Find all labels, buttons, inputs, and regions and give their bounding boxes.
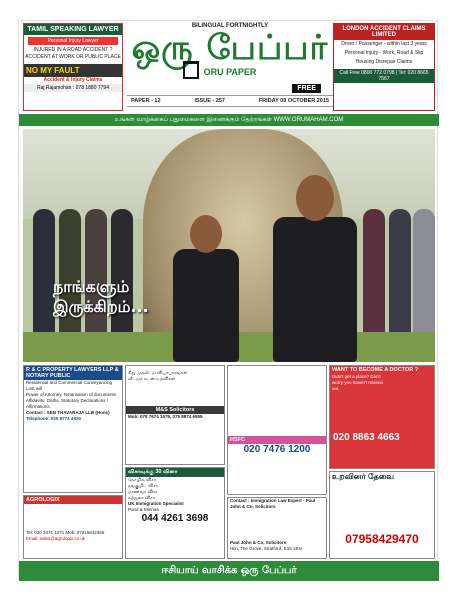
hero-caption-line: இருக்கிறம்... (53, 297, 149, 316)
ms-mob: Mob: 078 7674 1575, 075 8874 6559 (128, 414, 203, 419)
rc-service: Power of Attorney, Notarisation of documents (26, 392, 116, 397)
relatives-wanted-ad (329, 471, 435, 559)
visa-item: மாணவர் விசா (128, 489, 158, 494)
ms-firm: M&S Solicitors (126, 406, 224, 414)
visa-title: விசாவுக்கு 30 வினா (126, 468, 224, 477)
tagline-strip: உங்கள் வாழ்க்கைப் புதுமைகளை இணைக்கும் தேற்றங்கள் WWW.ORUMAHAM.COM (19, 114, 439, 126)
paul-john-ad (227, 497, 327, 559)
hero-photo (23, 129, 435, 362)
doctor-title: WANT TO BECOME A DOCTOR ? (332, 367, 419, 373)
relatives-title: உறவினர் தேவை (332, 472, 395, 481)
claims-ad-title: LONDON ACCIDENT CLAIMS LIMITED (334, 24, 434, 40)
lawyer-ad-title: TAMIL SPEAKING LAWYER (24, 24, 122, 35)
boy-right-head (296, 175, 334, 221)
hero-caption (53, 277, 149, 317)
agrologix-name: AGROLOGIX (24, 496, 122, 504)
paper-number: PAPER - 12 (131, 98, 161, 104)
title-english: ORU PAPER (203, 67, 257, 77)
claims-ad-line: Driver / Passenger - within last 3 years (341, 41, 427, 47)
lawyer-ad-banner-sub: Accident & Injury Claims (43, 77, 103, 83)
rc-service: Residential and Commercial Conveyancing (26, 380, 113, 385)
agrologix-email: Email: sales@agrologix.co.uk (26, 536, 86, 541)
newspaper-brand (127, 23, 333, 93)
lawyer-ad-subtitle: Personal Injury Lawyer (28, 37, 118, 45)
boy-left-body (173, 249, 239, 362)
claims-ad-contact: Call Free 0800 772 0798 | Tel: 020 8665 7567 (334, 69, 434, 83)
lawyer-ad-line: ACCIDENT AT WORK OR PUBLIC PLACE (25, 54, 121, 60)
boy-left-head (190, 215, 222, 253)
ms-line: சிறு முதலீட்டு வியாபாரங்கள் (128, 370, 188, 375)
lawyer-ad-banner: NO MY FAULT (24, 64, 122, 77)
footer-slogan: ஈசியாய் வாசிக்க ஒரு பேப்பர் (19, 561, 439, 581)
agrologix-tel: Tel: 020 3371 1271 Mob: 07915842365 (26, 530, 105, 535)
free-badge: FREE (292, 84, 321, 93)
lawyer-ad-contact: Raj Rajamohan : 078 1880 7794 (24, 84, 122, 92)
visa-item: சுற்றுலா விசா (128, 495, 156, 500)
issue-bar (127, 95, 333, 107)
rc-property-ad (23, 365, 123, 493)
title-tamil: ஒரு பேப்பர் (131, 28, 329, 68)
visa-item: தொழில் விசா (128, 477, 157, 482)
issue-date: FRIDAY 09 OCTOBER 2015 (258, 98, 329, 104)
doctor-ad (329, 365, 435, 469)
relatives-phone: 07958429470 (345, 532, 419, 546)
paul-john-contact: Contact : Immigration Law Expert - Paul John & Co, Solicitors (230, 498, 316, 509)
visa-phone: 044 4261 3698 (141, 513, 209, 524)
rc-property-title: R & C PROPERTY LAWYERS LLP & NOTARY PUBLIC (24, 366, 122, 380)
visa-sub: UK Immigration Specialist (128, 501, 184, 506)
hsfc-ad (227, 365, 327, 495)
rc-service: Affidavits, Oaths, Statutory Declarations / Affirmations (26, 398, 108, 409)
boy-right-body (273, 217, 357, 362)
lawyer-ad-line: INJURED IN A ROAD ACCIDENT ? (33, 47, 113, 53)
claims-ad-line: Personal Injury - Work, Road & Slip (344, 50, 424, 56)
masthead (19, 21, 439, 113)
paul-john-name: Paul John & Co, Solicitors (230, 540, 287, 545)
bilingual-label: BILINGUAL FORTNIGHTLY (191, 23, 269, 29)
recycle-bin-icon (183, 61, 199, 79)
newspaper-front-page (18, 20, 438, 580)
visa-ad (125, 467, 225, 559)
tamil-lawyer-ad (23, 23, 123, 111)
agrologix-ad (23, 495, 123, 559)
visa-item: தங்குமிட விசா (128, 483, 159, 488)
claims-ad-line: Housing Disrepair Claims (355, 59, 413, 65)
doctor-tagline: Didn't get a place? Don't worry you haven't missed out. (332, 374, 383, 391)
ads-section (23, 365, 435, 561)
paul-john-address: Hiin, The Grove, Stratford, E15 1EN (230, 546, 302, 551)
ms-line: வீட்டுக் கடன் உதவிகள் (128, 376, 176, 381)
rc-contact: Contact : SEN THAVARAJA LLB (Hons) (26, 410, 110, 415)
hsfc-label: HSFC (228, 436, 326, 444)
accident-claims-ad (333, 23, 435, 111)
ms-solicitors-ad (125, 365, 225, 465)
rc-tel: Telephone: 020 8772 4920 (26, 416, 81, 421)
doctor-phone: 020 8863 4663 (333, 432, 400, 443)
issue-number: ISSUE - 257 (194, 98, 225, 104)
rc-service: Lost will (26, 386, 43, 391)
hero-caption-line: நாங்களும் (53, 277, 130, 296)
hsfc-phone: 020 7476 1200 (243, 444, 311, 455)
visa-firm: Pond & Minnaa (128, 507, 159, 512)
